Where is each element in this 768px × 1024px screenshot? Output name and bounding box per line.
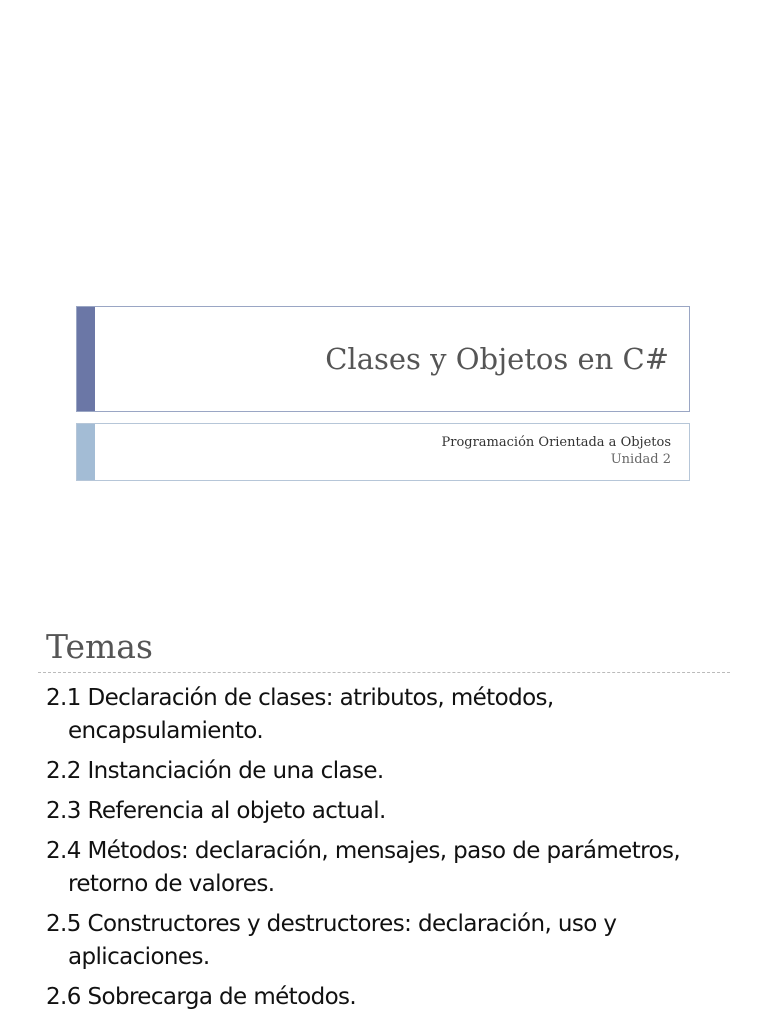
unit-label: Unidad 2 [610, 452, 671, 467]
slide-title: Clases y Objetos en C# [325, 342, 669, 376]
topic-item: 2.3 Referencia al objeto actual. [46, 798, 386, 824]
subtitle [441, 434, 671, 468]
heading-divider [38, 672, 730, 673]
topic-item: 2.6 Sobrecarga de métodos. [46, 984, 357, 1010]
topic-item: 2.4 Métodos: declaración, mensajes, paso de parámetros, retorno de valores. [46, 838, 681, 897]
topics-list [46, 682, 746, 1021]
topic-item: 2.1 Declaración de clases: atributos, métodos, encapsulamiento. [46, 685, 554, 744]
subtitle-accent-bar [77, 424, 95, 480]
topic-item: 2.2 Instanciación de una clase. [46, 758, 384, 784]
topic-item: 2.5 Constructores y destructores: declaración, uso y aplicaciones. [46, 911, 617, 970]
title-box [76, 306, 690, 412]
course-name: Programación Orientada a Objetos [441, 435, 671, 450]
title-accent-bar [77, 307, 95, 411]
subtitle-box [76, 423, 690, 481]
topics-heading: Temas [46, 627, 153, 666]
